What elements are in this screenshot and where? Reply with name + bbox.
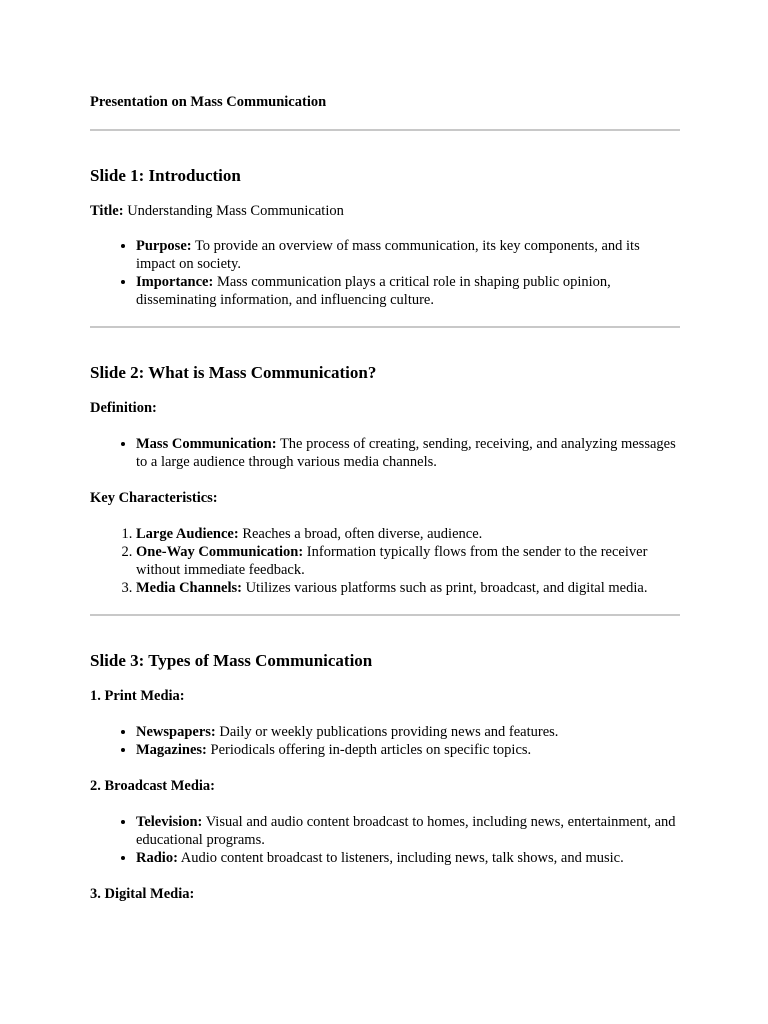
item-label: One-Way Communication:	[136, 544, 304, 560]
definition-bullet-list	[90, 435, 680, 471]
document-page	[90, 93, 680, 903]
bullet-text: The process of creating, sending, receiving, and analyzing messages to a large audience through various media channels.	[136, 436, 676, 470]
item-label: Media Channels:	[136, 580, 242, 596]
list-item	[136, 273, 680, 309]
bullet-text: Visual and audio content broadcast to homes, including news, entertainment, and educational programs.	[136, 814, 676, 848]
list-item	[136, 849, 680, 867]
item-text: Information typically flows from the sender to the receiver without immediate feedback.	[136, 544, 648, 578]
broadcast-media-list	[90, 813, 680, 867]
bullet-text: To provide an overview of mass communication, its key components, and its impact on society.	[136, 238, 640, 272]
bullet-text: Audio content broadcast to listeners, including news, talk shows, and music.	[177, 850, 624, 866]
list-item	[136, 237, 680, 273]
list-item	[136, 579, 680, 597]
item-label: Large Audience:	[136, 526, 239, 542]
slide1-title-label: Title:	[90, 203, 124, 219]
list-item	[136, 435, 680, 471]
slide3-heading: Slide 3: Types of Mass Communication	[90, 651, 373, 670]
slide1-heading: Slide 1: Introduction	[90, 166, 241, 185]
slide1-title-value: Understanding Mass Communication	[123, 203, 344, 219]
bullet-text: Mass communication plays a critical role in shaping public opinion, disseminating information, and influencing culture.	[136, 274, 611, 308]
characteristics-list	[90, 525, 680, 597]
list-item	[136, 741, 680, 759]
item-text: Reaches a broad, often diverse, audience.	[238, 526, 483, 542]
slide1-title-line	[90, 202, 680, 220]
bullet-text: Periodicals offering in-depth articles on specific topics.	[206, 742, 532, 758]
bullet-text: Daily or weekly publications providing news and features.	[215, 724, 559, 740]
slide1-bullet-list	[90, 237, 680, 309]
list-item	[136, 525, 680, 543]
bullet-label: Mass Communication:	[136, 436, 277, 452]
bullet-label: Radio:	[136, 850, 178, 866]
definition-label: Definition:	[90, 400, 157, 416]
item-text: Utilizes various platforms such as print, broadcast, and digital media.	[241, 580, 648, 596]
bullet-label: Newspapers:	[136, 724, 216, 740]
print-media-label: 1. Print Media:	[90, 688, 185, 704]
slide2-heading: Slide 2: What is Mass Communication?	[90, 363, 377, 382]
bullet-label: Television:	[136, 814, 203, 830]
list-item	[136, 723, 680, 741]
characteristics-label: Key Characteristics:	[90, 490, 218, 506]
broadcast-media-label: 2. Broadcast Media:	[90, 778, 215, 794]
bullet-label: Purpose:	[136, 238, 192, 254]
list-item	[136, 543, 680, 579]
digital-media-label: 3. Digital Media:	[90, 886, 195, 902]
bullet-label: Importance:	[136, 274, 214, 290]
print-media-list	[90, 723, 680, 759]
bullet-label: Magazines:	[136, 742, 207, 758]
document-title: Presentation on Mass Communication	[90, 94, 327, 110]
list-item	[136, 813, 680, 849]
